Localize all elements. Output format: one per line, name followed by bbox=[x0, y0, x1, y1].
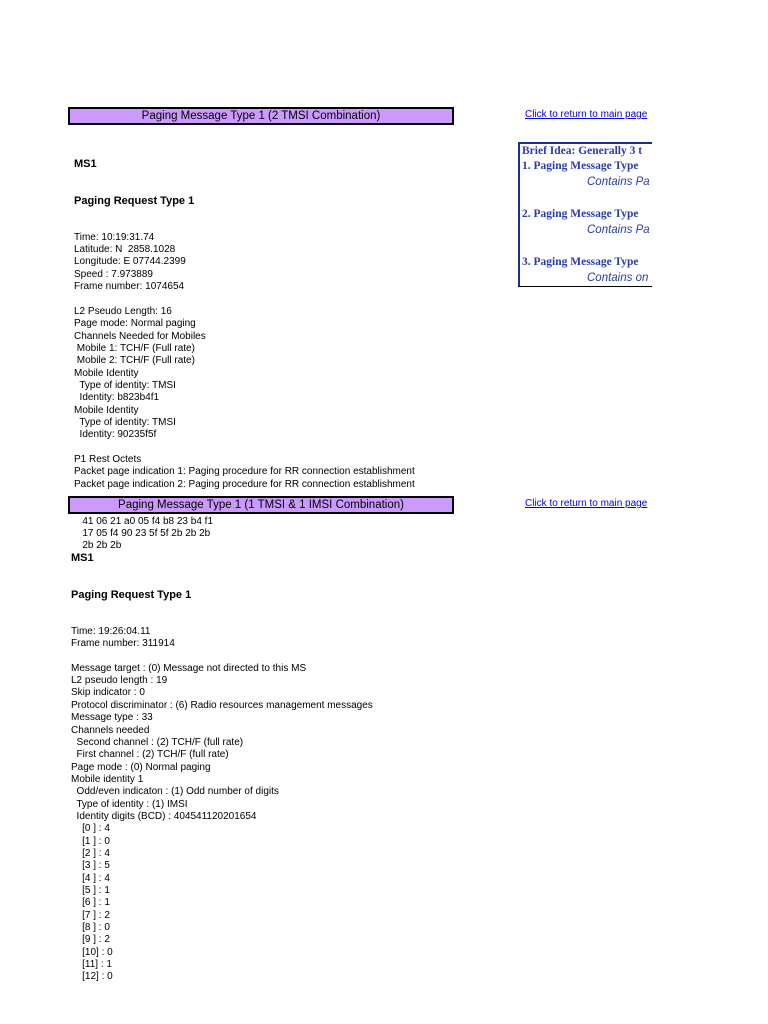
section2-line: Skip indicator : 0 bbox=[71, 687, 145, 699]
idea-item-2-sub: Contains Pa bbox=[587, 224, 650, 236]
section1-line: Latitude: N 2858.1028 bbox=[74, 244, 176, 256]
section2-line: Odd/even indicaton : (1) Odd number of digits bbox=[71, 786, 279, 798]
section1-line: Identity: b823b4f1 bbox=[74, 392, 160, 404]
return-main-link-2[interactable]: Click to return to main page bbox=[525, 498, 648, 509]
section1-line: Type of identity: TMSI bbox=[74, 416, 176, 428]
section2-line: [1 ] : 0 bbox=[71, 835, 110, 847]
section1-line: Packet page indication 2: Paging procedure for RR connection establishment bbox=[74, 478, 415, 490]
section2-line: Page mode : (0) Normal paging bbox=[71, 761, 211, 773]
section2-line: [10] : 0 bbox=[71, 946, 113, 958]
idea-item-3-sub: Contains on bbox=[587, 272, 649, 284]
idea-item-2-title[interactable]: 2. Paging Message Type bbox=[522, 208, 639, 220]
section2-subtitle: Paging Request Type 1 bbox=[71, 588, 192, 601]
section1-line bbox=[74, 293, 415, 305]
brief-idea-heading: Brief Idea: Generally 3 t bbox=[522, 145, 643, 157]
idea-item-3-title[interactable]: 3. Paging Message Type bbox=[522, 256, 639, 268]
section1-line bbox=[74, 442, 415, 454]
section1-banner: Paging Message Type 1 (2 TMSI Combination) bbox=[68, 107, 454, 125]
section2-line: Protocol discriminator : (6) Radio resources management messages bbox=[71, 699, 373, 711]
section1-line: P1 Rest Octets bbox=[74, 453, 142, 465]
section1-line: 17 05 f4 90 23 5f 5f 2b 2b 2b bbox=[74, 528, 211, 539]
section1-line: Page mode: Normal paging bbox=[74, 318, 196, 330]
section2-line: Second channel : (2) TCH/F (full rate) bbox=[71, 736, 244, 748]
section1-line: 2b 2b 2b bbox=[74, 540, 122, 552]
section1-line: Time: 10:19:31.74 bbox=[74, 231, 155, 243]
section2-lines bbox=[71, 626, 373, 984]
section2-title: MS1 bbox=[71, 551, 94, 564]
section1-line: Speed : 7.973889 bbox=[74, 268, 153, 280]
idea-item-1-sub: Contains Pa bbox=[587, 176, 650, 188]
section2-line: [5 ] : 1 bbox=[71, 884, 110, 896]
section2-line: Message target : (0) Message not directed to this MS bbox=[71, 662, 307, 674]
brief-idea-box bbox=[518, 142, 652, 287]
section2-line: [2 ] : 4 bbox=[71, 847, 110, 859]
section1-line: Mobile 1: TCH/F (Full rate) bbox=[74, 342, 195, 354]
section2-line: L2 pseudo length : 19 bbox=[71, 675, 168, 687]
section2-banner: Paging Message Type 1 (1 TMSI & 1 IMSI Combination) bbox=[68, 496, 454, 514]
section1-line: Packet page indication 1: Paging procedure for RR connection establishment bbox=[74, 466, 415, 478]
section1-line: Mobile 2: TCH/F (Full rate) bbox=[74, 355, 195, 367]
section2-line: Channels needed bbox=[71, 724, 150, 736]
section1-title: MS1 bbox=[74, 157, 97, 170]
section2-line bbox=[71, 650, 373, 662]
section2-line: [12] : 0 bbox=[71, 971, 113, 983]
section2-line: Time: 19:26:04.11 bbox=[71, 625, 151, 637]
section2-line: Frame number: 311914 bbox=[71, 638, 175, 650]
section1-line: Mobile Identity bbox=[74, 367, 139, 379]
section2-content bbox=[71, 527, 373, 983]
section2-line: [3 ] : 5 bbox=[71, 860, 110, 872]
section2-line: Mobile identity 1 bbox=[71, 773, 144, 785]
section1-line: Type of identity: TMSI bbox=[74, 379, 176, 391]
section2-line: [4 ] : 4 bbox=[71, 872, 110, 884]
section2-line: [6 ] : 1 bbox=[71, 897, 110, 909]
section2-line: Identity digits (BCD) : 404541120201654 bbox=[71, 810, 257, 822]
section2-line: [0 ] : 4 bbox=[71, 823, 110, 835]
section2-line: [7 ] : 2 bbox=[71, 909, 110, 921]
section2-line: Type of identity : (1) IMSI bbox=[71, 798, 188, 810]
section2-line: [11] : 1 bbox=[71, 959, 112, 971]
section2-line: Message type : 33 bbox=[71, 712, 153, 724]
section1-line: Identity: 90235f5f bbox=[74, 429, 157, 441]
section2-line: [9 ] : 2 bbox=[71, 934, 110, 946]
section1-line: Channels Needed for Mobiles bbox=[74, 330, 206, 342]
section1-line: L2 Pseudo Length: 16 bbox=[74, 305, 172, 317]
section1-line: Longitude: E 07744.2399 bbox=[74, 256, 186, 268]
idea-item-1-title[interactable]: 1. Paging Message Type bbox=[522, 160, 639, 172]
section2-line: [8 ] : 0 bbox=[71, 922, 110, 933]
section2-line: First channel : (2) TCH/F (full rate) bbox=[71, 749, 229, 761]
section1-line: Frame number: 1074654 bbox=[74, 281, 185, 293]
section1-subtitle: Paging Request Type 1 bbox=[74, 194, 195, 207]
return-main-link-1[interactable]: Click to return to main page bbox=[525, 109, 648, 120]
section1-line: Mobile Identity bbox=[74, 404, 139, 416]
section1-line: 41 06 21 a0 05 f4 b8 23 b4 f1 bbox=[74, 515, 214, 527]
